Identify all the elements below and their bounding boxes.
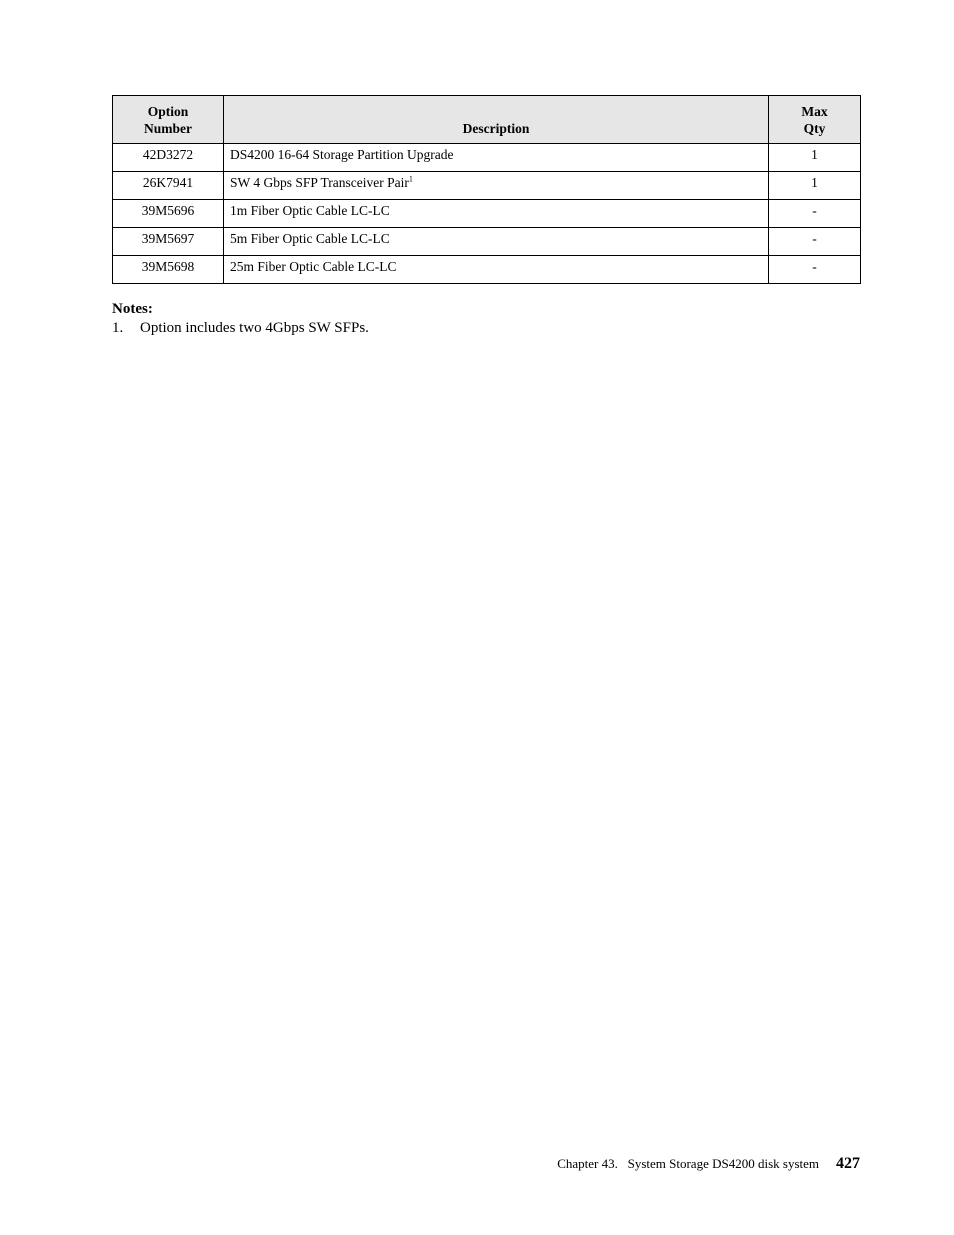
table-row (113, 200, 861, 228)
header-option-number-line1: Option (147, 104, 189, 119)
table-row (113, 144, 861, 172)
notes-section (112, 300, 369, 338)
description-text: 5m Fiber Optic Cable LC-LC (230, 231, 390, 246)
note-number: 1. (112, 320, 124, 336)
table-header (113, 96, 861, 144)
description-text: SW 4 Gbps SFP Transceiver Pair (230, 175, 409, 190)
note-item (112, 319, 369, 338)
table-row (113, 172, 861, 200)
cell-option-number: 39M5698 (113, 256, 224, 284)
cell-description (224, 256, 769, 284)
cell-option-number: 42D3272 (113, 144, 224, 172)
cell-description (224, 144, 769, 172)
cell-max-qty: - (769, 228, 861, 256)
header-option-number-line2: Number (144, 121, 192, 136)
table-row (113, 256, 861, 284)
cell-option-number: 26K7941 (113, 172, 224, 200)
description-text: 1m Fiber Optic Cable LC-LC (230, 203, 390, 218)
header-max-qty-line1: Max (801, 104, 828, 119)
table-body (113, 144, 861, 284)
header-max-qty (769, 96, 861, 144)
notes-heading: Notes: (112, 301, 153, 317)
cell-description (224, 172, 769, 200)
header-option-number (113, 96, 224, 144)
page-footer (557, 1155, 860, 1173)
cell-description (224, 228, 769, 256)
cell-option-number: 39M5696 (113, 200, 224, 228)
cell-max-qty: - (769, 200, 861, 228)
table-row (113, 228, 861, 256)
description-text: DS4200 16-64 Storage Partition Upgrade (230, 147, 454, 162)
footnote-marker: 1 (408, 174, 413, 184)
footer-chapter-title: Chapter 43. System Storage DS4200 disk system (557, 1156, 819, 1171)
cell-max-qty: 1 (769, 172, 861, 200)
note-text: Option includes two 4Gbps SW SFPs. (140, 320, 369, 336)
description-text: 25m Fiber Optic Cable LC-LC (230, 259, 397, 274)
cell-max-qty: - (769, 256, 861, 284)
header-description: Description (224, 96, 769, 144)
header-row (113, 96, 861, 144)
options-table (112, 95, 861, 284)
cell-option-number: 39M5697 (113, 228, 224, 256)
page-number: 427 (836, 1155, 860, 1172)
cell-max-qty: 1 (769, 144, 861, 172)
cell-description (224, 200, 769, 228)
header-max-qty-line2: Qty (803, 121, 826, 136)
